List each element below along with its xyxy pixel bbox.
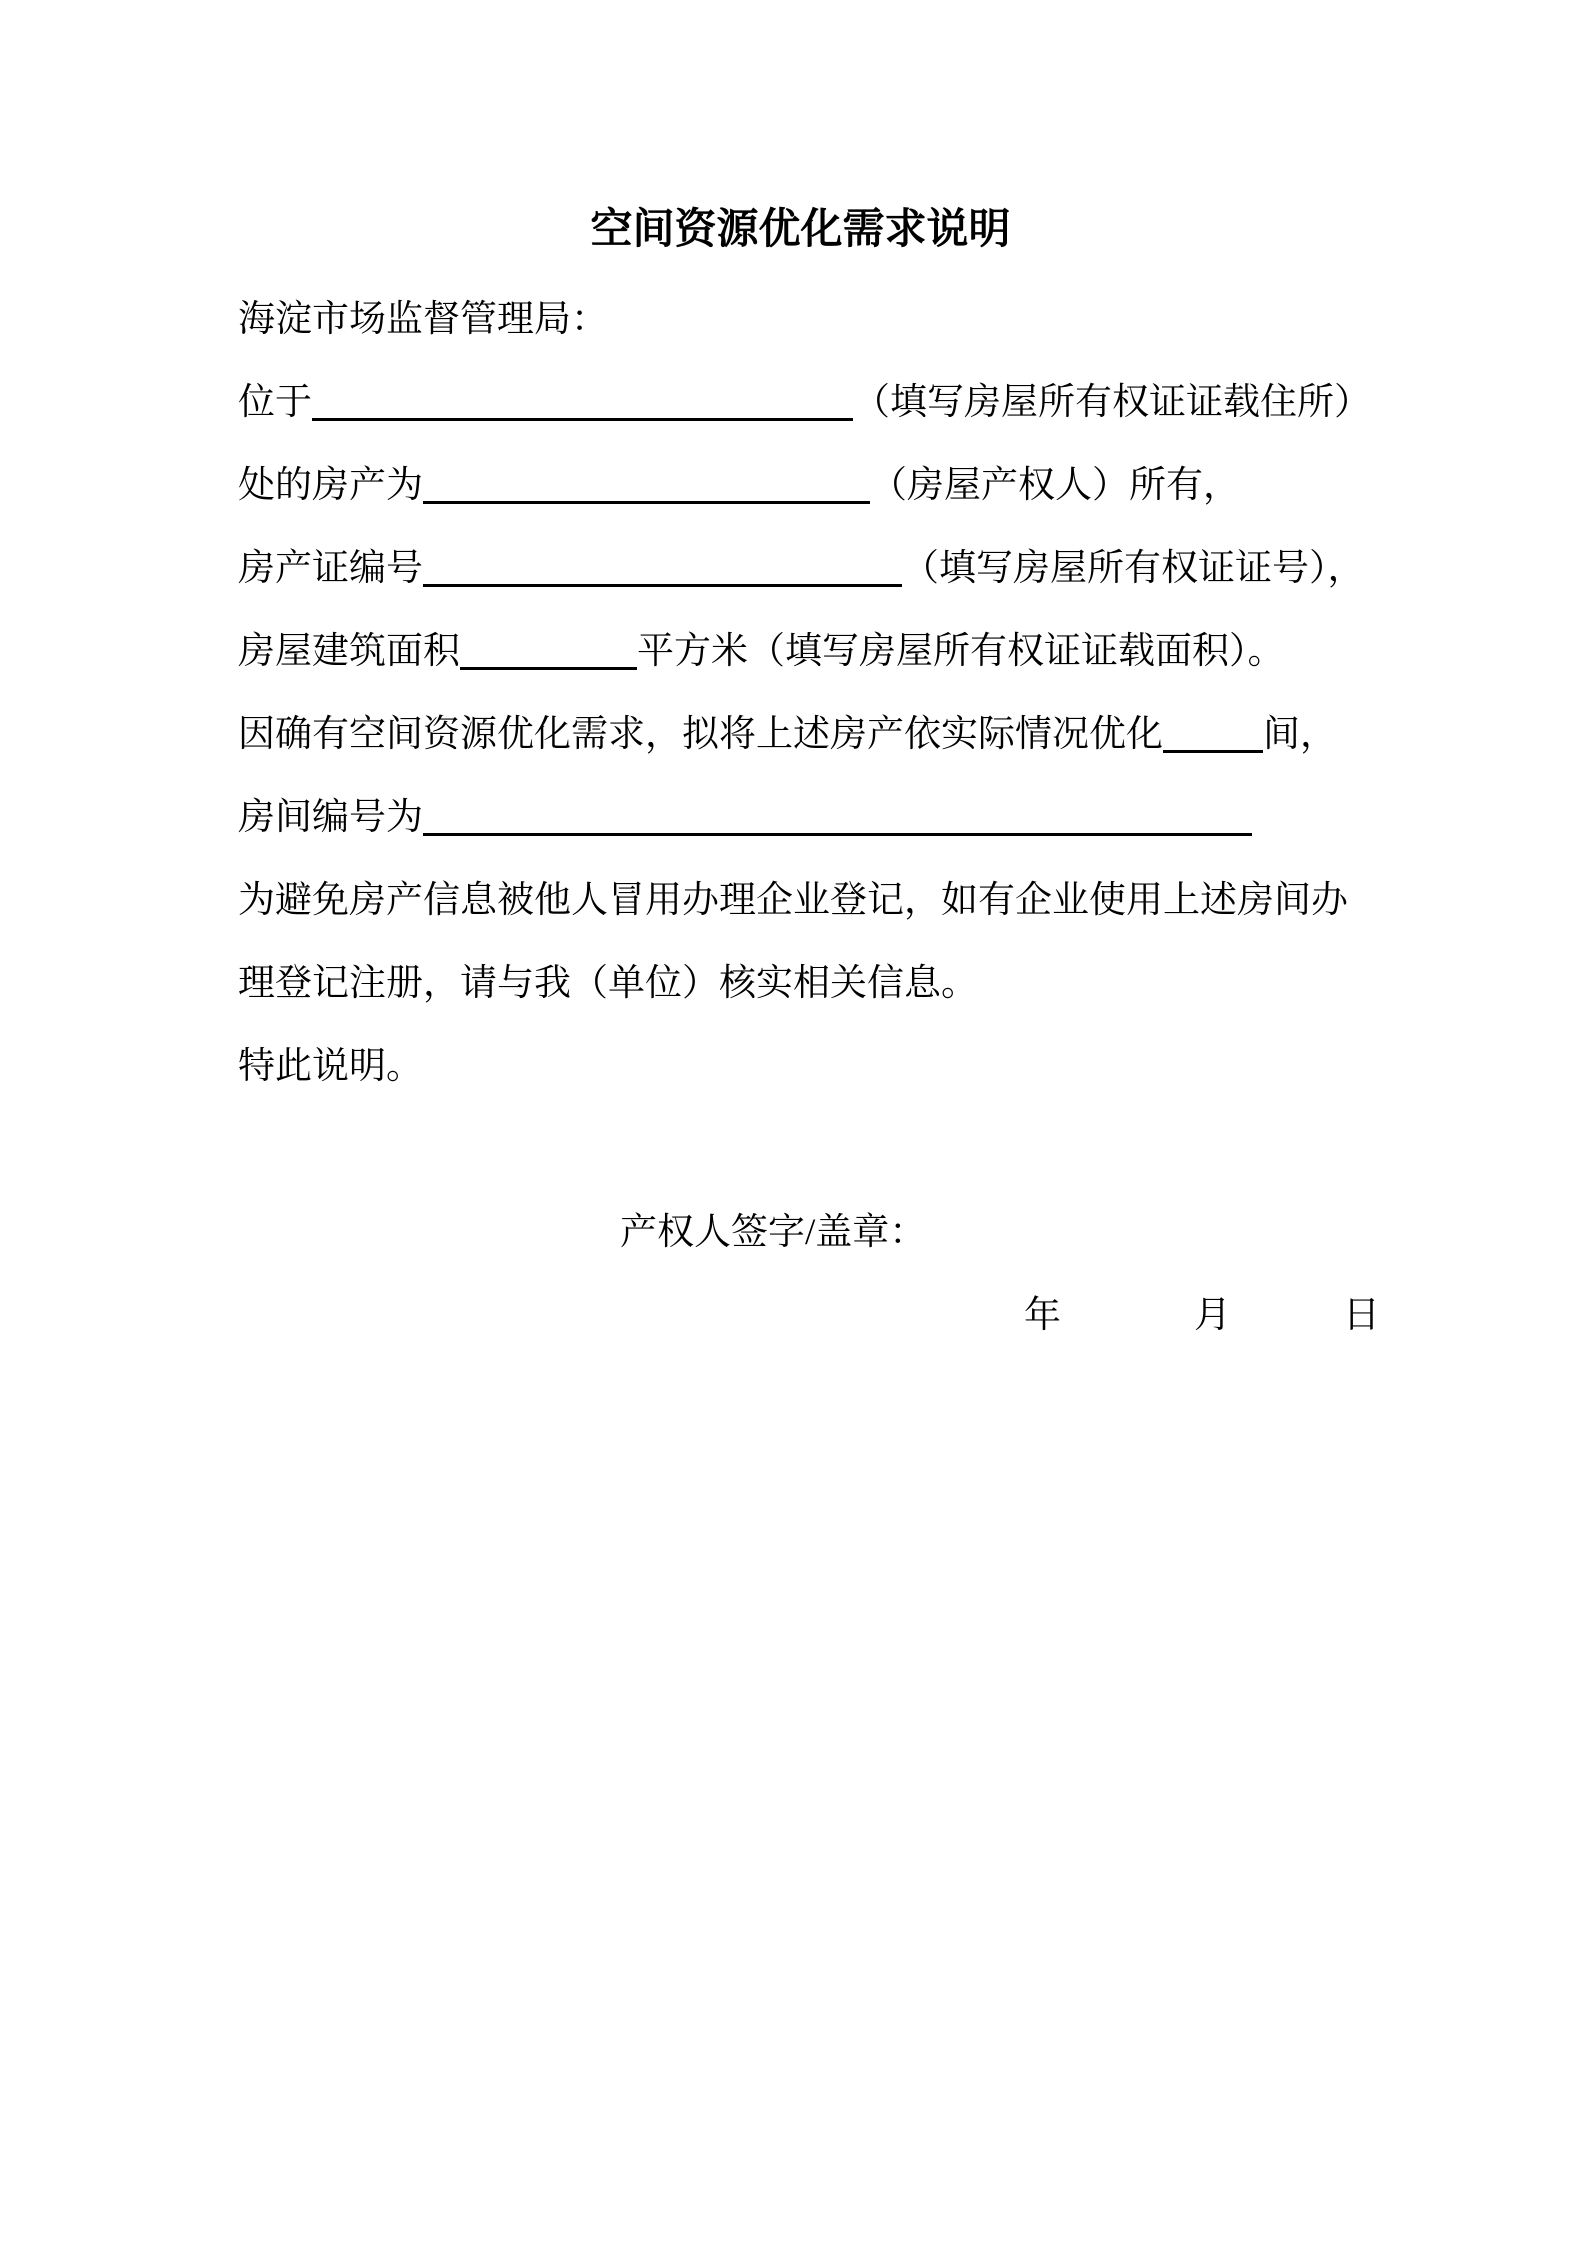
notice-text-1: 为避免房产信息被他人冒用办理企业登记，如有企业使用上述房间办 xyxy=(238,880,1348,921)
cert-no-label: 房产证编号 xyxy=(238,548,423,589)
date-month-label: 月 xyxy=(1194,1295,1231,1336)
form-line-room-numbers xyxy=(238,776,1363,859)
closing-text: 特此说明。 xyxy=(238,1046,423,1087)
address-hint: （填写房屋所有权证证载住所） xyxy=(853,382,1371,423)
address-blank-field[interactable] xyxy=(312,378,853,421)
signature-label: 产权人签字/盖章： xyxy=(620,1212,927,1253)
salutation-line xyxy=(238,278,1363,361)
salutation: 海淀市场监督管理局： xyxy=(238,299,608,340)
form-line-cert-no xyxy=(238,527,1363,610)
notice-paragraph-line-2 xyxy=(238,942,1363,1025)
date-year-label: 年 xyxy=(1024,1295,1061,1336)
page-title: 空间资源优化需求说明 xyxy=(590,207,1011,253)
date-line xyxy=(1024,1274,1380,1357)
room-numbers-blank-field[interactable] xyxy=(423,793,1252,836)
document-body xyxy=(238,182,1380,1357)
owner-hint: （房屋产权人）所有， xyxy=(870,465,1240,506)
date-day-label: 日 xyxy=(1343,1295,1380,1336)
room-count-blank-field[interactable] xyxy=(1163,710,1263,753)
notice-paragraph-line-1 xyxy=(238,859,1363,942)
area-blank-field[interactable] xyxy=(460,627,637,670)
room-count-label: 因确有空间资源优化需求，拟将上述房产依实际情况优化 xyxy=(238,714,1163,755)
owner-label: 处的房产为 xyxy=(238,465,423,506)
cert-no-blank-field[interactable] xyxy=(423,544,902,587)
form-line-owner xyxy=(238,444,1363,527)
room-count-suffix: 间， xyxy=(1263,714,1337,755)
form-line-address xyxy=(238,361,1371,444)
form-line-room-count xyxy=(238,693,1363,776)
signature-line xyxy=(620,1191,1363,1274)
area-hint: 平方米（填写房屋所有权证证载面积）。 xyxy=(637,631,1285,672)
owner-blank-field[interactable] xyxy=(423,461,870,504)
address-label: 位于 xyxy=(238,382,312,423)
cert-no-hint: （填写房屋所有权证证号）， xyxy=(902,548,1365,589)
closing-line xyxy=(238,1025,1363,1108)
area-label: 房屋建筑面积 xyxy=(238,631,460,672)
room-numbers-label: 房间编号为 xyxy=(238,797,423,838)
form-line-area xyxy=(238,610,1363,693)
notice-text-2: 理登记注册，请与我（单位）核实相关信息。 xyxy=(238,963,978,1004)
